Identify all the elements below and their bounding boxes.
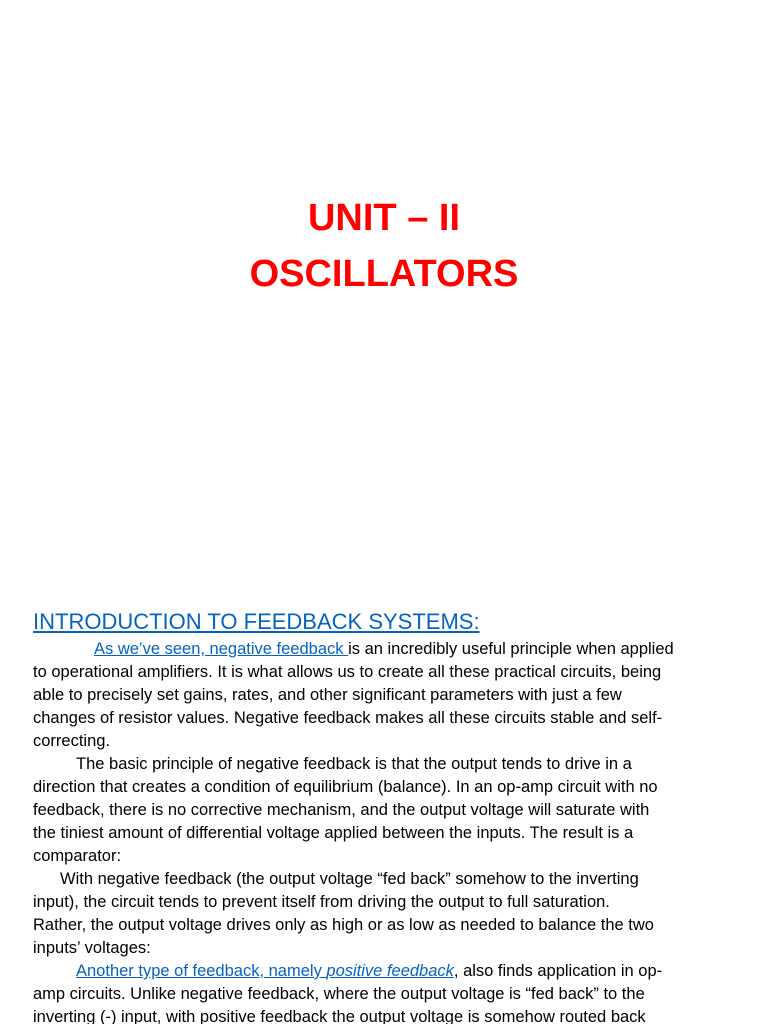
paragraph1-line2: to operational amplifiers. It is what allows us to create all these practical circuits, being [33,663,662,681]
paragraph1-line3: able to precisely set gains, rates, and other significant parameters with just a few [33,686,622,704]
paragraph4-line2: amp circuits. Unlike negative feedback, where the output voltage is “fed back” to the [33,985,645,1003]
paragraph4-line3: inverting (-) input, with positive feedback the output voltage is somehow routed back [33,1008,646,1024]
paragraph2-line2: direction that creates a condition of equilibrium (balance). In an op-amp circuit with no [33,778,658,796]
paragraph3-line1: With negative feedback (the output voltage “fed back” somehow to the inverting [60,870,639,888]
positive-feedback-link[interactable] [76,962,454,980]
negative-feedback-link[interactable]: As we’ve seen, negative feedback [94,640,349,658]
paragraph1-line4: changes of resistor values. Negative feedback makes all these circuits stable and self- [33,709,663,727]
paragraph2-line4: the tiniest amount of differential voltage applied between the inputs. The result is a [33,824,634,842]
paragraph2-line5: comparator: [33,847,122,865]
paragraph4-line1 [33,960,733,983]
paragraph2-line1: The basic principle of negative feedback is that the output tends to drive in a [76,755,632,773]
section-heading-link[interactable]: INTRODUCTION TO FEEDBACK SYSTEMS: [33,609,480,634]
unit-title [0,190,768,302]
paragraph3-line4: inputs’ voltages: [33,939,151,957]
unit-number-heading: UNIT – II [307,197,461,239]
positive-feedback-link-italic: positive feedback [326,962,454,980]
paragraph3-line3: Rather, the output voltage drives only as high or as low as needed to balance the two [33,916,654,934]
positive-feedback-link-text: Another type of feedback, namely [76,962,327,980]
paragraph3-line2: input), the circuit tends to prevent itself from driving the output to full saturation. [33,893,610,911]
paragraph1-line5: correcting. [33,732,111,750]
body-text [33,638,733,1024]
paragraph4-line1-text: , also finds application in op- [453,962,663,980]
paragraph1-line1-text: is an incredibly useful principle when applied [348,640,674,658]
paragraph2-line3: feedback, there is no corrective mechanism, and the output voltage will saturate with [33,801,650,819]
paragraph1-line1 [33,638,733,661]
unit-topic-heading: OSCILLATORS [249,253,519,295]
